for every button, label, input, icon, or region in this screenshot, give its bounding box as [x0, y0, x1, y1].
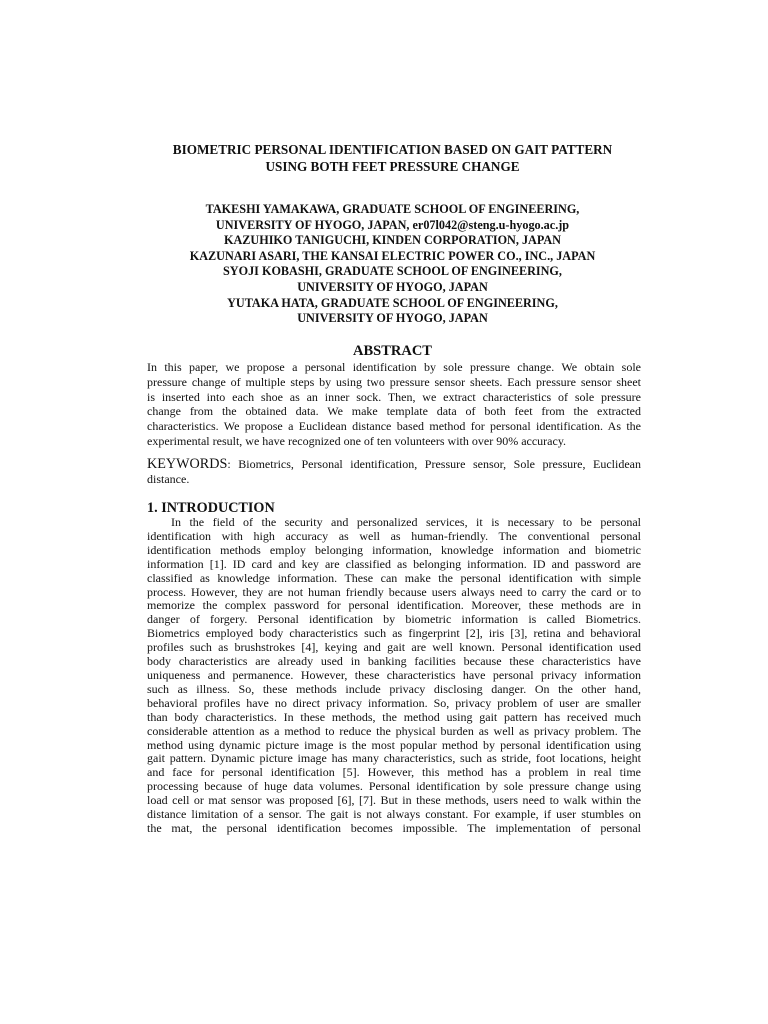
intro-line: classified as knowledge information. These can make the personal identification with simple: [147, 570, 641, 585]
author-line: YUTAKA HATA, GRADUATE SCHOOL OF ENGINEERING,: [227, 295, 558, 310]
author-line: KAZUNARI ASARI, THE KANSAI ELECTRIC POWER CO., INC., JAPAN: [189, 248, 596, 263]
intro-line: distance limitation of a sensor. The gait is not always constant. For example, if user stumbles on: [147, 807, 641, 822]
abstract-line: In this paper, we propose a personal identification by sole pressure change. We obtain sole: [147, 360, 641, 374]
author-line: SYOJI KOBASHI, GRADUATE SCHOOL OF ENGINEERING,: [223, 264, 562, 279]
intro-line: and face for personal identification [5]. However, this method has a problem in real time: [147, 765, 641, 780]
abstract-line: pressure change of multiple steps by using two pressure sensor sheets. Each pressure sensor sheet: [147, 374, 641, 389]
intro-line: processing because of huge data volumes. Personal identification by sole pressure change using: [147, 779, 641, 794]
author-line: UNIVERSITY OF HYOGO, JAPAN, er07l042@steng.u-hyogo.ac.jp: [215, 217, 570, 232]
intro-line: method using dynamic picture image is the most popular method by personal identification using: [147, 737, 641, 752]
intro-line: profiles such as brushstrokes [4], keying and gait are well known. Personal identification used: [147, 640, 641, 655]
intro-line: such as illness. So, these methods include privacy disclosing danger. On the other hand,: [147, 681, 641, 696]
intro-line: behavioral profiles have no direct privacy information. So, privacy problem of user are smaller: [147, 695, 641, 710]
intro-line: than body characteristics. In these methods, the method using gait pattern has received much: [147, 709, 641, 724]
author-block: [100, 202, 685, 327]
author-line: UNIVERSITY OF HYOGO, JAPAN: [297, 311, 488, 326]
abstract-line: change from the obtained data. We make template data of both feet from the extracted: [147, 404, 641, 419]
abstract-heading: ABSTRACT: [353, 343, 432, 359]
keywords-label: KEYWORDS: [147, 456, 228, 472]
author-line: KAZUHIKO TANIGUCHI, KINDEN CORPORATION, JAPAN: [224, 233, 561, 248]
introduction-body: [147, 516, 641, 836]
title-line: USING BOTH FEET PRESSURE CHANGE: [265, 158, 520, 174]
intro-line: memorize the complex password for personal identification. Moreover, these methods are in: [147, 598, 641, 613]
intro-line: considerable attention as a method to reduce the physical burden as well as privacy problem. The: [147, 723, 641, 738]
intro-line: the mat, the personal identification becomes impossible. The implementation of personal: [147, 820, 641, 835]
intro-line: process. However, they are not human friendly because users always need to carry the card or to: [147, 584, 641, 599]
intro-line: danger of forgery. Personal identification by biometric information is called Biometrics.: [147, 612, 641, 627]
author-line: TAKESHI YAMAKAWA, GRADUATE SCHOOL OF ENGINEERING,: [205, 202, 580, 216]
intro-line: body characteristics are already used in banking facilities because these characteristics have: [147, 654, 641, 669]
intro-line: uniqueness and permanence. However, these characteristics have personal privacy information: [147, 667, 641, 682]
abstract-line: characteristics. We propose a Euclidean distance based method for personal identification. As the: [147, 419, 641, 434]
intro-line: gait pattern. Dynamic picture image has many characteristics, such as stride, foot locations, height: [147, 751, 641, 766]
keywords-line: [147, 457, 641, 472]
intro-line: Biometrics employed body characteristics such as fingerprint [2], iris [3], retina and behavioral: [147, 626, 641, 641]
paper-title: [100, 142, 685, 175]
intro-line: identification with high accuracy as well as human-friendly. The conventional personal: [147, 528, 641, 543]
keywords-line-end: distance.: [147, 471, 190, 486]
intro-line: In the field of the security and personalized services, it is necessary to be personal: [171, 515, 641, 529]
abstract-line: experimental result, we have recognized one of ten volunteers with over 90% accuracy.: [147, 433, 567, 448]
section-heading-introduction: 1. INTRODUCTION: [147, 500, 275, 516]
abstract-body: [147, 360, 641, 449]
intro-line: information [1]. ID card and key are classified as belonging information. ID and password are: [147, 556, 641, 571]
keywords-block: [147, 457, 641, 487]
abstract-line: is inserted into each shoe as an inner sock. Then, we extract characteristics of sole pressure: [147, 389, 641, 404]
intro-line: load cell or mat sensor was proposed [6], [7]. But in these methods, users need to walk within the: [147, 793, 641, 808]
keywords-list: : Biometrics, Personal identification, Pressure sensor, Sole pressure, Euclidean: [227, 457, 641, 471]
title-line: BIOMETRIC PERSONAL IDENTIFICATION BASED ON GAIT PATTERN: [172, 142, 613, 157]
intro-line: identification methods employ belonging information, knowledge information and biometric: [147, 542, 641, 557]
author-line: UNIVERSITY OF HYOGO, JAPAN: [297, 279, 488, 294]
